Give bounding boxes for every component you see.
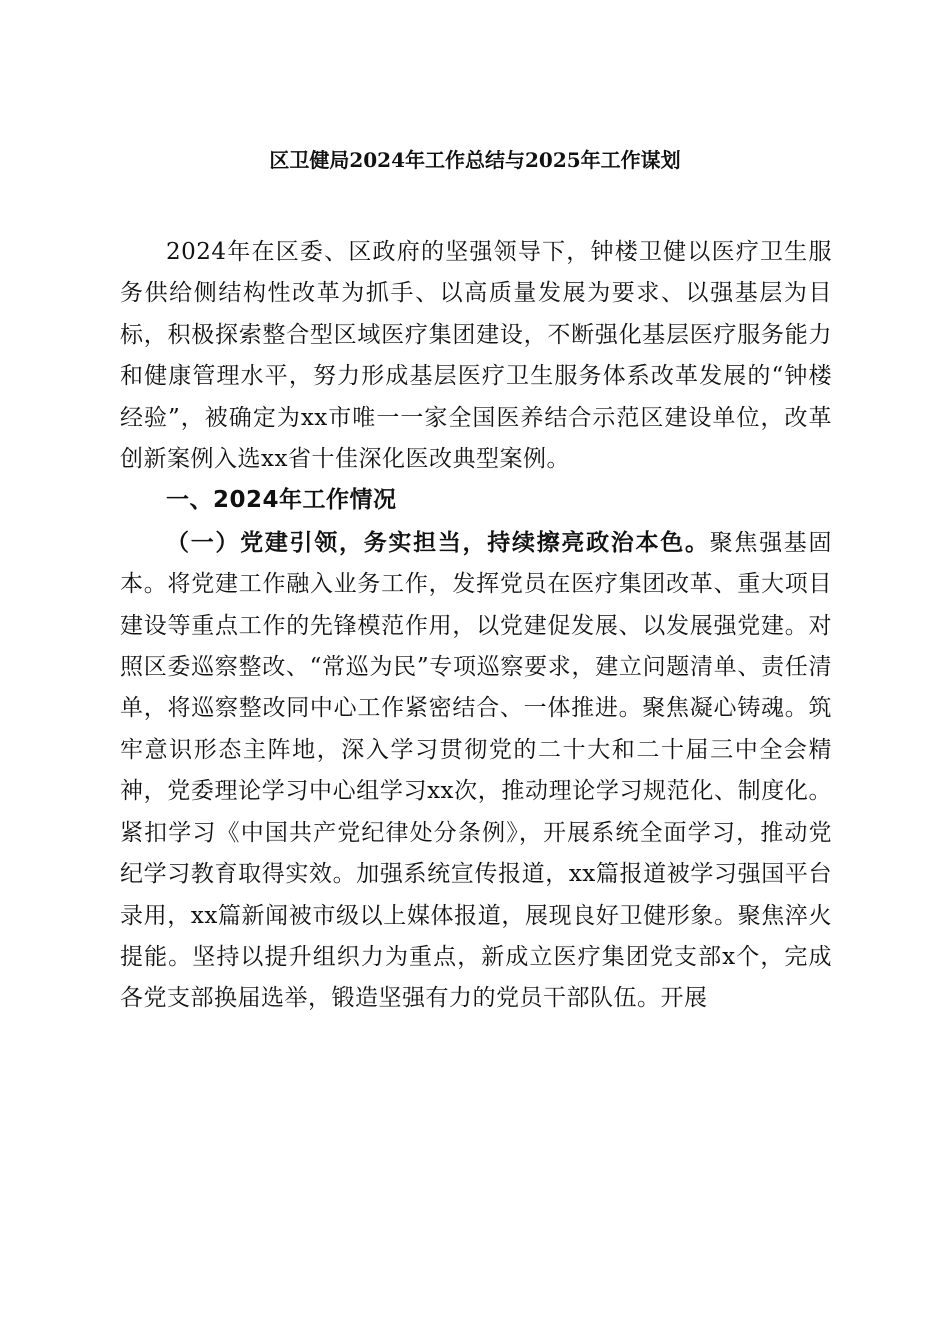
intro-paragraph: 2024年在区委、区政府的坚强领导下，钟楼卫健以医疗卫生服务供给侧结构性改革为抓手、以高质量发展为要求、以强基层为目标，积极探索整合型区域医疗集团建设，不断强化基层医疗服务能力和健康管理水平，努力形成基层医疗卫生服务体系改革发展的“钟楼经验”，被确定为xx市唯一一家全国医养结合示范区建设单位，改革创新案例入选xx省十佳深化医改典型案例。 [120,239,832,473]
section-heading: 一、2024年工作情况 [166,487,397,514]
subsection-title: （一）党建引领，务实担当，持续擦亮政治本色。 [166,528,710,556]
document-body [120,232,832,1020]
subsection-body: 聚焦强基固本。将党建工作融入业务工作，发挥党员在医疗集团改革、重大项目建设等重点工作的先锋模范作用，以党建促发展、以发展强党建。对照区委巡察整改、“常巡为民”专项巡察要求，建立问题清单、责任清单，将巡察整改同中心工作紧密结合、一体推进。聚焦凝心铸魂。筑牢意识形态主阵地，深入学习贯彻党的二十大和二十届三中全会精神，党委理论学习中心组学习xx次，推动理论学习规范化、制度化。紧扣学习《中国共产党纪律处分条例》，开展系统全面学习，推动党纪学习教育取得实效。加强系统宣传报道，xx篇报道被学习强国平台录用，xx篇新闻被市级以上媒体报道，展现良好卫健形象。聚焦淬火提能。坚持以提升组织力为重点，新成立医疗集团党支部x个，完成各党支部换届选举，锻造坚强有力的党员干部队伍。开展 [120,529,833,1012]
document-title: 区卫健局2024年工作总结与2025年工作谋划 [269,148,681,172]
subsection-paragraph [120,522,832,1020]
